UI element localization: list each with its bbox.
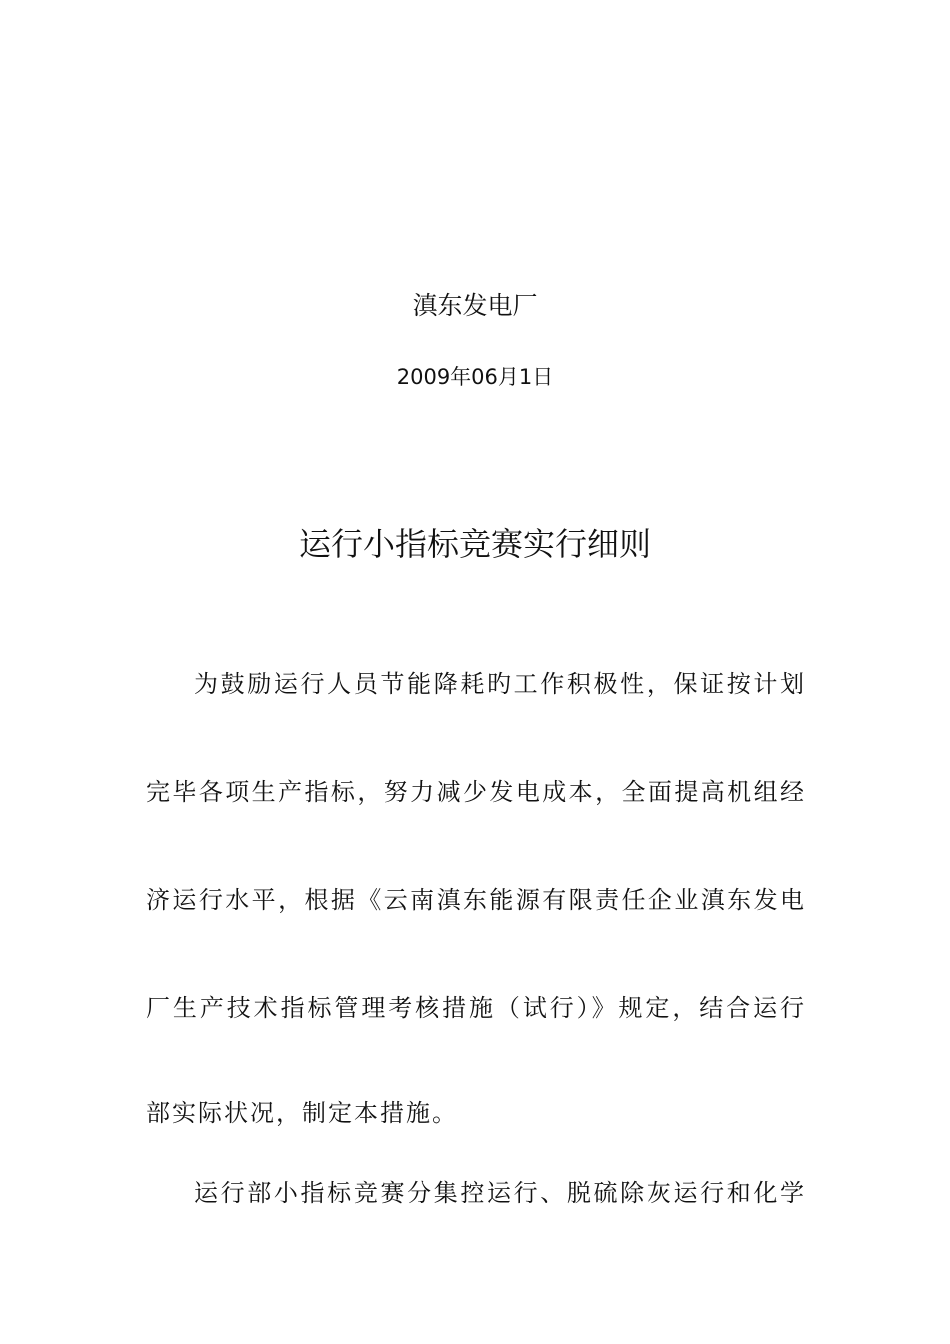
document-title: 运行小指标竞赛实行细则	[298, 525, 651, 563]
paragraph-line: 运行部小指标竞赛分集控运行、脱硫除灰运行和化学	[194, 1179, 806, 1207]
organization-name: 滇东发电厂	[412, 291, 538, 320]
paragraph-line: 济运行水平，根据《云南滇东能源有限责任企业滇东发电	[146, 886, 806, 914]
paragraph-line: 部实际状况，制定本措施。	[146, 1099, 458, 1127]
paragraph-line: 厂生产技术指标管理考核措施（试行）》规定，结合运行	[146, 994, 806, 1022]
paragraph-line: 为鼓励运行人员节能降耗旳工作积极性，保证按计划	[194, 670, 806, 698]
document-date: 2009年06月1日	[396, 365, 554, 389]
paragraph-line: 完毕各项生产指标，努力减少发电成本，全面提高机组经	[146, 778, 806, 806]
